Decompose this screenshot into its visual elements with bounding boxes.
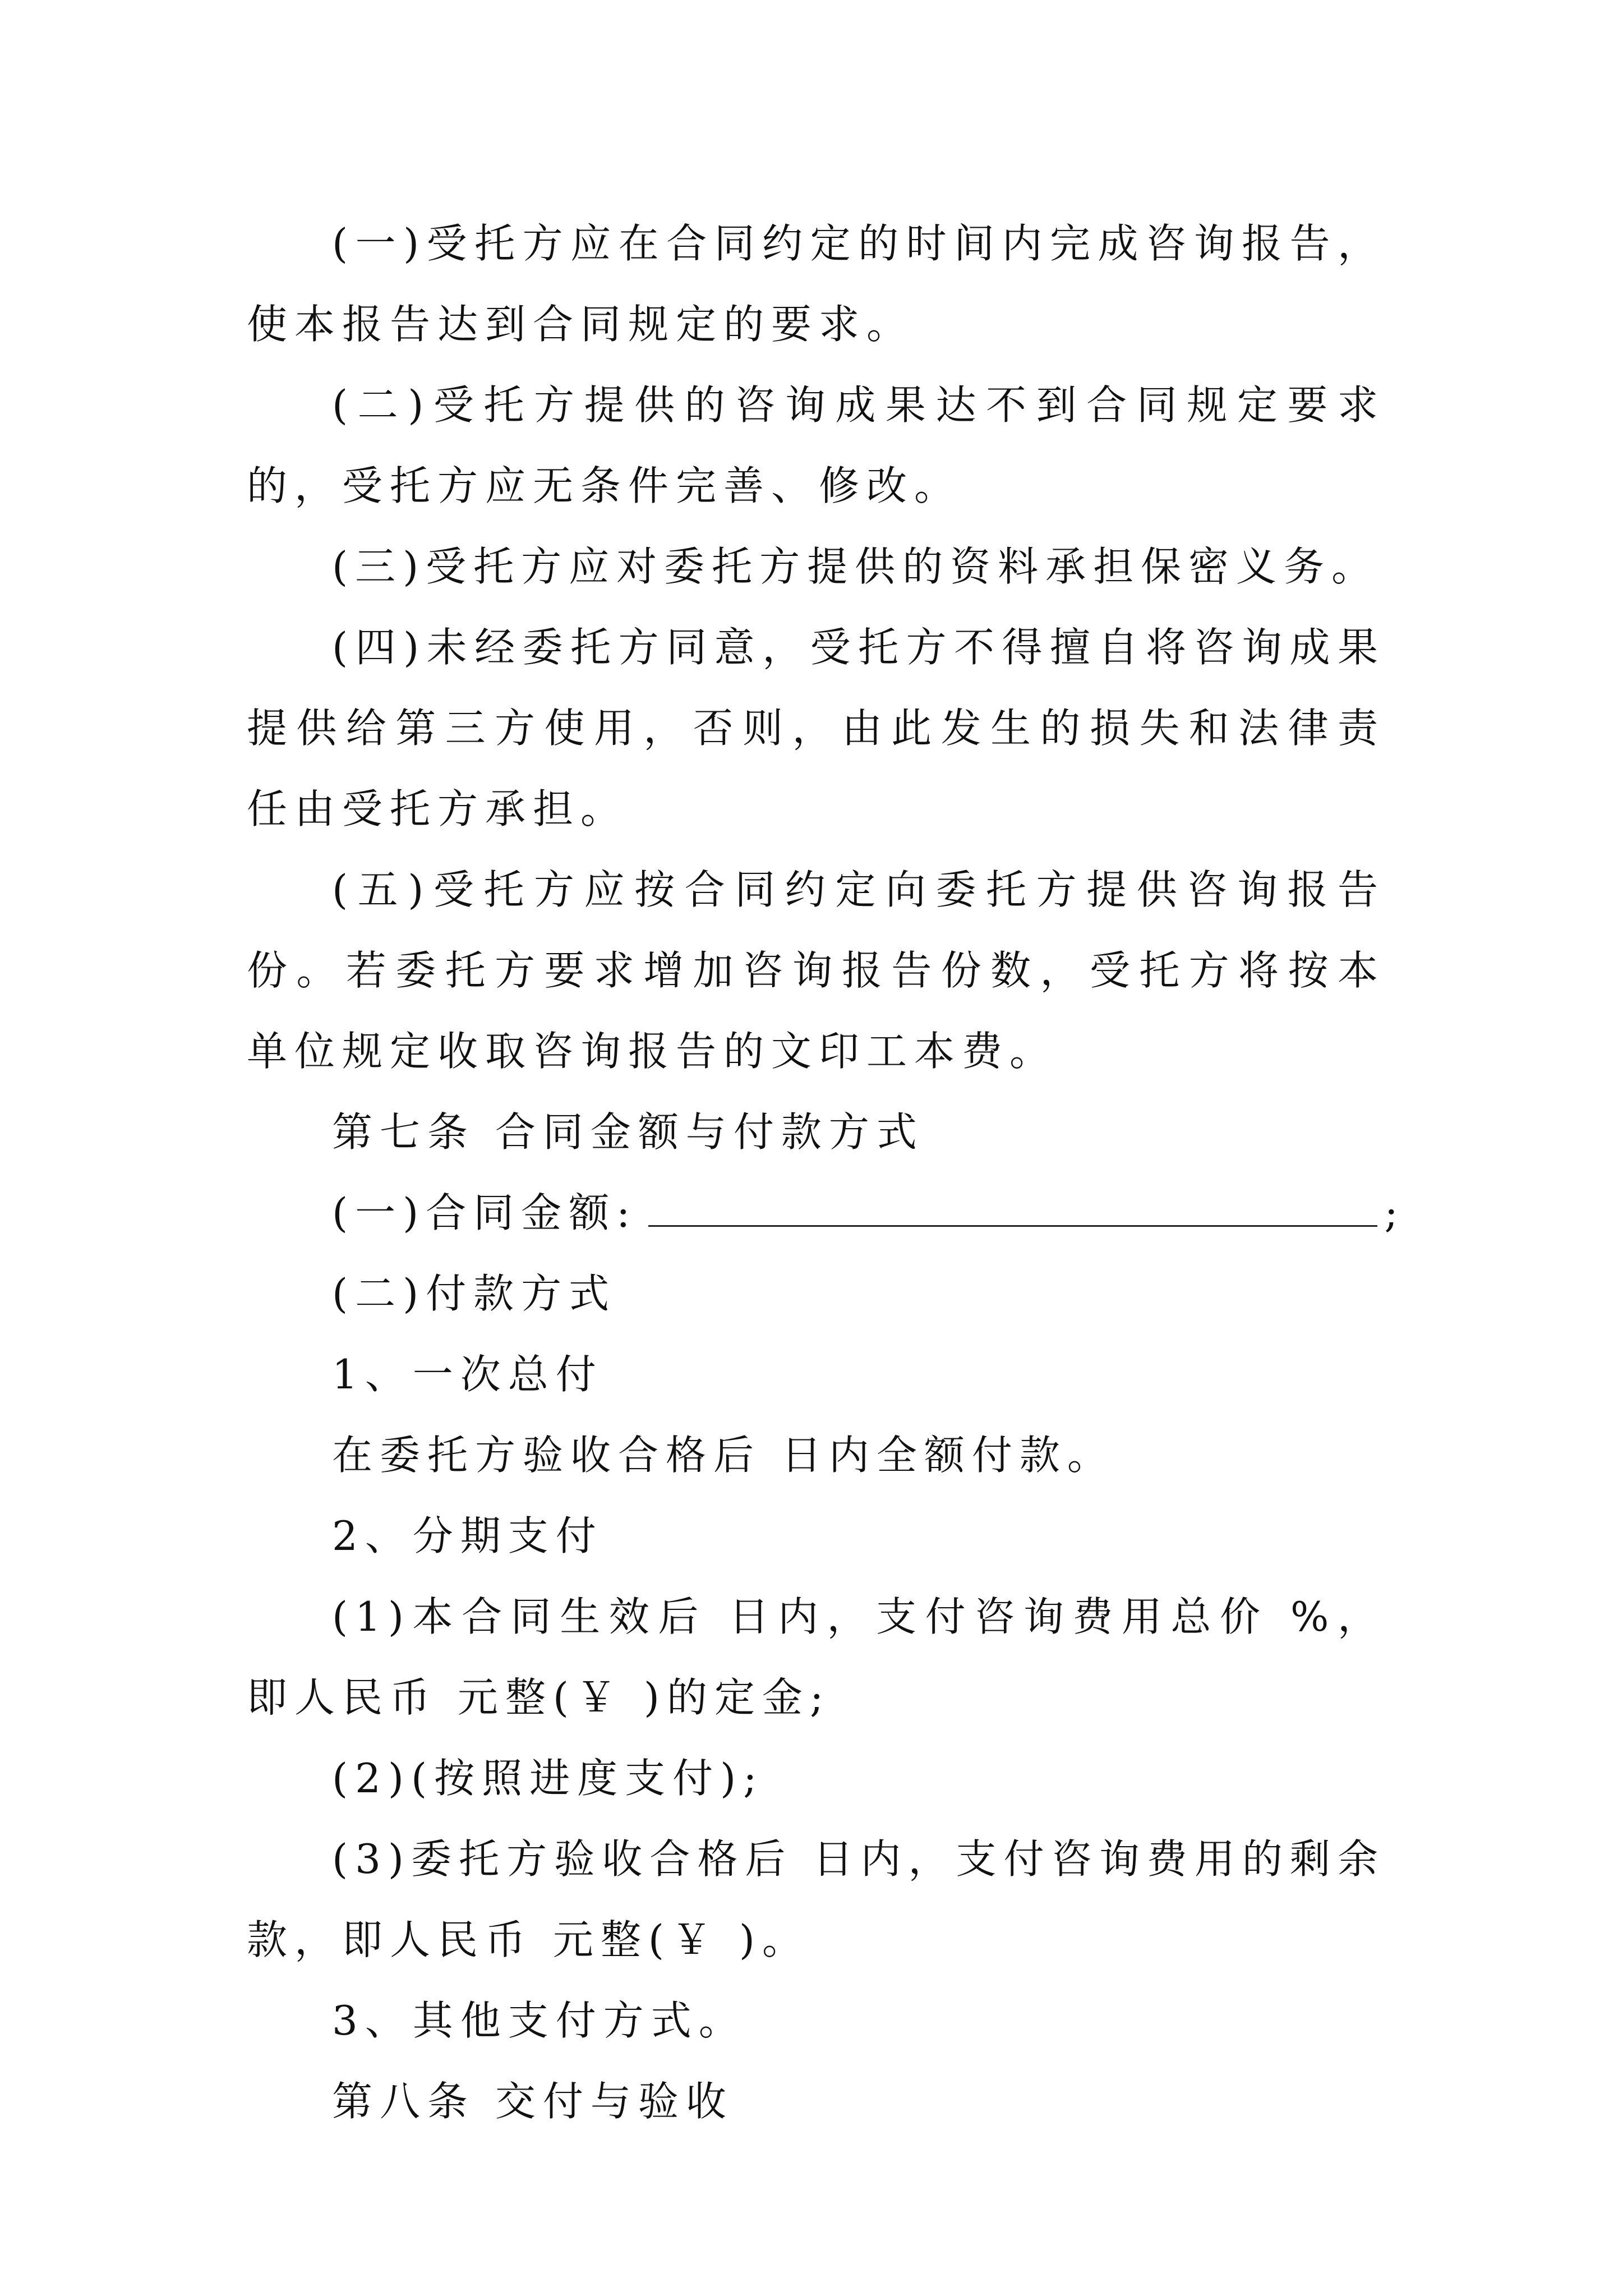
contract-amount-end: ; bbox=[1384, 1189, 1405, 1236]
option-3-title: 3、其他支付方式。 bbox=[332, 1997, 746, 2044]
installment-2: (2)(按照进度支付); bbox=[332, 1755, 764, 1802]
installment-1: (1)本合同生效后 日内，支付咨询费用总价 %，即人民币 元整(￥ )的定金; bbox=[247, 1593, 1385, 1721]
option-2-title: 2、分期支付 bbox=[332, 1512, 603, 1559]
contract-amount-blank bbox=[648, 1185, 1377, 1227]
clause-1: (一)受托方应在合同约定的时间内完成咨询报告，使本报告达到合同规定的要求。 bbox=[247, 220, 1385, 348]
article-8-title: 第八条 交付与验收 bbox=[332, 2078, 734, 2125]
option-1-text: 在委托方验收合格后 日内全额付款。 bbox=[332, 1432, 1115, 1479]
clause-3: (三)受托方应对委托方提供的资料承担保密义务。 bbox=[332, 543, 1380, 590]
payment-method-label: (二)付款方式 bbox=[332, 1270, 617, 1317]
contract-amount-line bbox=[247, 1172, 1405, 1253]
option-1-title: 1、一次总付 bbox=[332, 1351, 603, 1398]
clause-2: (二)受托方提供的咨询成果达不到合同规定要求的，受托方应无条件完善、修改。 bbox=[247, 381, 1385, 509]
contract-amount-label: (一)合同金额: bbox=[332, 1189, 638, 1236]
clause-5: (五)受托方应按合同约定向委托方提供咨询报告 份。若委托方要求增加咨询报告份数，受托方将按本单位规定收取咨询报告的文印工本费。 bbox=[247, 866, 1385, 1075]
contract-text bbox=[247, 203, 1405, 2142]
installment-3: (3)委托方验收合格后 日内，支付咨询费用的剩余款，即人民币 元整(￥ )。 bbox=[247, 1835, 1385, 1963]
clause-4: (四)未经委托方同意，受托方不得擅自将咨询成果提供给第三方使用，否则，由此发生的损失和法律责任由受托方承担。 bbox=[247, 624, 1385, 832]
article-7-title: 第七条 合同金额与付款方式 bbox=[332, 1108, 924, 1156]
